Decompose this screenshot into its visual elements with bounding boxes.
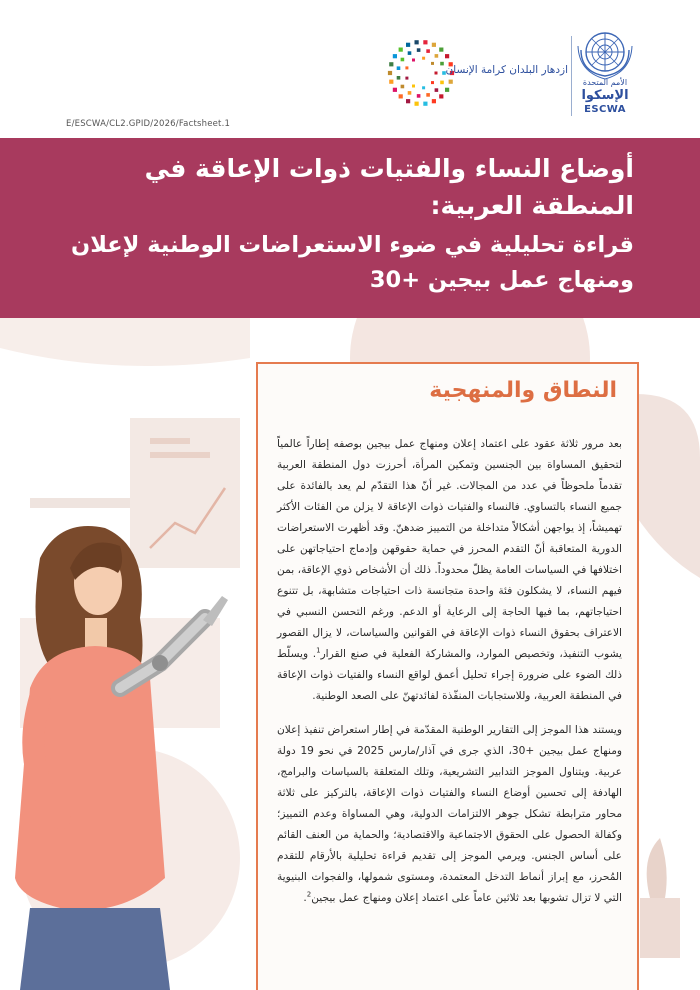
section-heading: النطاق والمنهجية [429,378,617,403]
document-reference: E/ESCWA/CL2.GPID/2026/Factsheet.1 [66,119,231,129]
sdg-square [435,54,439,58]
sdg-square [431,81,434,84]
paragraph-2-text: ويستند هذا الموجز إلى التقارير الوطنية المقدّمة في إطار استعراض تنفيذ إعلان ومنهاج عمل بيجين +30، الذي جرى في آذار/مارس 2025 في نحو 19 دولة عربية. ويتناول الموجز التدابير التشريعية، وتلك المتعلقة بالسياسات والبرامج، الهادفة إلى تحسين أوضاع النساء والفتيات ذوات الإعاقة، بالتركيز على ثلاثة محاور مترابطة تشكل جوهر الالتزامات الدولية، وهي المساواة وعدم التمييز؛ وكفالة الحصول على الحقوق الاجتماعية والاقتصادية؛ والحماية من العنف القائم على أساس الجنس. ويرمي الموجز إلى تقديم قراءة تحليلية بالأرقام للتقدم المُحرز، مع إبراز أنماط التدخل المعتمدة، ومستوى شمولها، والفجوات البنيوية التي لا تزال تشوبها بعد ثلاثين عاماً على اعتماد إعلان ومنهاج عمل بيجين [277,724,622,904]
paragraph-1-text: بعد مرور ثلاثة عقود على اعتماد إعلان ومنهاج عمل بيجين بوصفه إطاراً عالمياً لتحقيق المساواة بين الجنسين وتمكين المرأة، أحرزت دول المنطقة العربية تقدماً ملحوظاً في عدد من المجالات. غير أنّ هذا التقدّم لم يعد بالفائدة على جميع النساء بالتساوي. فالنساء والفتيات ذوات الإعاقة لا يزلن من الفئات الأكثر تهميشاً، إذ يواجهن أشكالاً متداخلة من التمييز ضدهنّ. وقد أظهرت الاستعراضات الدورية المتعاقبة أنّ التقدم المحرز في حماية حقوقهن وإدماج احتياجاتهن على اختلافها في السياسات العامة يظلّ محدوداً. ذلك أن الأشخاص ذوي الإعاقة، بمن فيهم النساء، لا يشكلون فئة واحدة متجانسة ذات احتياجات متشابهة، بل تتنوع احتياجاتهم، بما فيها الحاجة إلى الرعاية أو الدعم. ورغم التحسن النسبي في الاعتراف بحقوق النساء ذوات الإعاقة في القوانين والسياسات، لا يزال القصور يشوب التنفيذ، وتخصيص الموارد، والمشاركة الفعلية في صنع القرار [277,438,622,660]
footnote-ref-2: 2 [306,890,312,899]
sdg-square [408,91,412,95]
sdg-square [440,81,444,85]
sdg-square [435,88,439,92]
paragraph-1 [277,434,622,707]
un-name-arabic: الأمم المتحدة [582,78,628,87]
sdg-square [397,76,401,80]
sdg-square [397,66,401,70]
sdg-square [405,66,408,69]
sdg-square [440,62,444,66]
sdg-square [431,62,434,65]
sdg-square [388,71,392,75]
page-subtitle: قراءة تحليلية في ضوء الاستعراضات الوطنية لإعلان ومنهاج عمل بيجين +30 [71,232,634,293]
sdg-square [432,99,436,103]
sdg-square [406,99,410,103]
sdg-square [408,51,412,55]
sdg-square [423,40,427,44]
sdg-square [445,88,449,92]
sdg-square [389,62,393,66]
escwa-name-english: ESCWA [584,104,626,115]
sdg-square [405,77,408,80]
footnote-ref-1: 1 [316,646,321,655]
sdg-square [439,94,443,98]
sdg-square [417,48,421,52]
paragraph-1-end: . ويسلّط ذلك الضوء على ضرورة إجراء تحليل أعمق لواقع النساء والفتيات ذوات الإعاقة في المنطقة العربية، وللاستجابات المنفّذة لفائدتهنّ على الصعد الوطنية. [277,648,622,702]
sdg-square [412,59,415,62]
sdg-square [432,43,436,47]
sdg-square [406,43,410,47]
sdg-square [435,72,438,75]
page-title: أوضاع النساء والفتيات ذوات الإعاقة في المنطقة العربية: [144,154,634,220]
logo-divider [571,36,572,116]
sdg-square [399,94,403,98]
sdg-square [412,85,415,88]
sdg-square [423,102,427,106]
sdg-square [415,40,419,44]
sdg-square [399,48,403,52]
sdg-square [393,54,397,58]
sdg-square [439,48,443,52]
escwa-name-arabic: الإسكوا [581,88,629,103]
sdg-square [401,85,405,89]
sdg-square [422,57,425,60]
sdg-square [449,80,453,84]
sdg-square [417,94,421,98]
paragraph-2 [277,720,622,909]
scope-methodology-card [256,362,639,990]
sdg-square [415,102,419,106]
sdg-square [426,49,430,53]
sdg-square [393,88,397,92]
sdg-square [445,54,449,58]
sdg-square [422,86,425,89]
slogan-text: ازدهار البلدان كرامة الإنسان [445,64,568,76]
sdg-square [389,80,393,84]
sdg-square [426,93,430,97]
paragraph-2-end: . [303,892,307,904]
sdg-square [401,58,405,62]
